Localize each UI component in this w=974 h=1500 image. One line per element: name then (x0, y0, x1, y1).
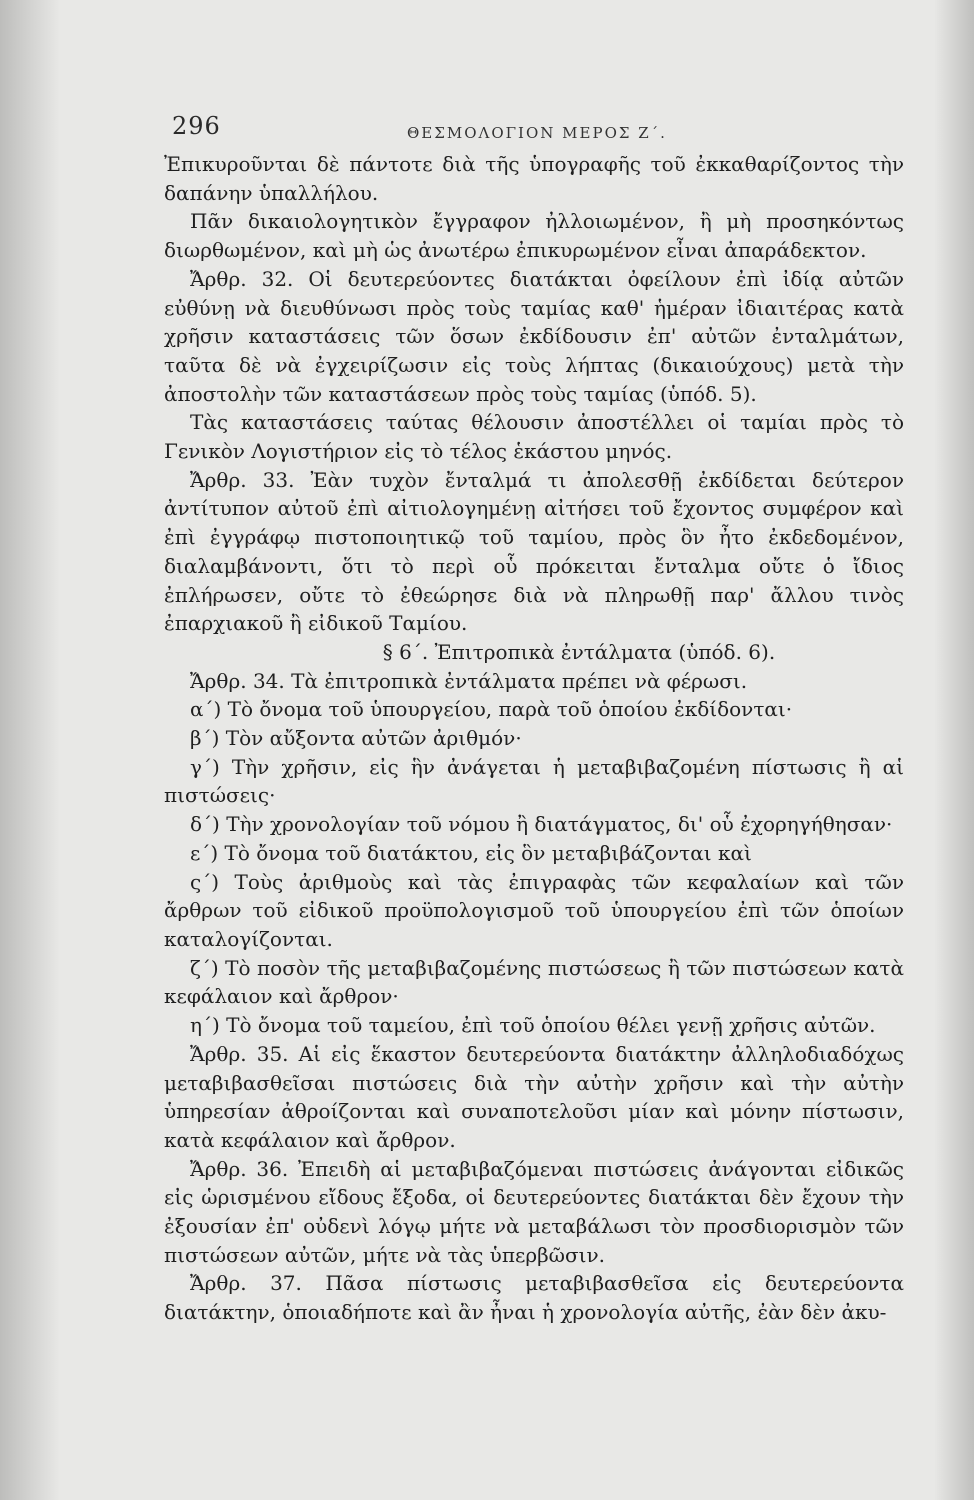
list-item-d: δ΄) Τὴν χρονολογίαν τοῦ νόμου ἢ διατάγματος, δι' οὗ ἐχορηγήθησαν· (190, 812, 893, 837)
article-35: Ἄρθρ. 35. Αἱ εἰς ἕκαστον δευτερεύοντα διατάκτην ἀλληλοδιαδόχως μεταβιβασθεῖσαι πιστώσεις διὰ τὴν αὐτὴν χρῆσιν καὶ τὴν αὐτὴν ὑπηρεσίαν ἀθροίζονται καὶ συναποτελοῦσι μίαν καὶ μόνην πίστωσιν, κατὰ κεφάλαιον καὶ ἄρθρον. (164, 1041, 904, 1152)
paragraph: Πᾶν δικαιολογητικὸν ἔγγραφον ἠλλοιωμένον, ἢ μὴ προσηκόντως διωρθωμένον, καὶ μὴ ὡς ἀνωτέρω ἐπικυρωμένον εἶναι ἀπαράδεκτον. (164, 209, 904, 263)
list-item-c: γ΄) Τὴν χρῆσιν, εἰς ἣν ἀνάγεται ἡ μεταβιβαζομένη πίστωσις ἢ αἱ πιστώσεις· (164, 754, 904, 808)
article-34: Ἄρθρ. 34. Τὰ ἐπιτροπικὰ ἐντάλματα πρέπει νὰ φέρωσι. (190, 668, 748, 693)
page-edge-shadow (934, 0, 974, 1500)
section-heading: § 6΄. Ἐπιτροπικὰ ἐντάλματα (ὑπόδ. 6). (382, 639, 776, 664)
page-number: 296 (172, 112, 221, 140)
list-item-e: ε΄) Τὸ ὄνομα τοῦ διατάκτου, εἰς ὃν μεταβιβάζονται καὶ (190, 840, 752, 865)
body-text (164, 150, 904, 1327)
list-item-f: ς΄) Τοὺς ἀριθμοὺς καὶ τὰς ἐπιγραφὰς τῶν κεφαλαίων καὶ τῶν ἄρθρων τοῦ εἰδικοῦ προϋπολογισμοῦ τοῦ ὑπουργείου ἐπὶ τῶν ὁποίων καταλογίζονται. (164, 869, 904, 951)
article-33: Ἄρθρ. 33. Ἐὰν τυχὸν ἔνταλμά τι ἀπολεσθῇ ἐκδίδεται δεύτερον ἀντίτυπον αὐτοῦ ἐπὶ αἰτιολογημένῃ αἰτήσει τοῦ ἔχοντος συμφέρον καὶ ἐπὶ ἐγγράφῳ πιστοποιητικῷ τοῦ ταμίου, πρὸς ὃν ἦτο ἐκδεδομένον, διαλαμβάνοντι, ὅτι τὸ περὶ οὗ πρόκειται ἔνταλμα οὔτε ὁ ἴδιος ἐπλήρωσεν, οὔτε τὸ ἐθεώρησε διὰ νὰ πληρωθῇ παρ' ἄλλου τινὸς ἐπαρχιακοῦ ἢ εἰδικοῦ Ταμίου. (164, 467, 904, 636)
paragraph: Τὰς καταστάσεις ταύτας θέλουσιν ἀποστέλλει οἱ ταμίαι πρὸς τὸ Γενικὸν Λογιστήριον εἰς τὸ τέλος ἑκάστου μηνός. (164, 410, 904, 464)
list-item-b: β΄) Τὸν αὔξοντα αὐτῶν ἀριθμόν· (190, 726, 522, 751)
page-gutter-shadow (0, 0, 60, 1500)
list-item-a: α΄) Τὸ ὄνομα τοῦ ὑπουργείου, παρὰ τοῦ ὁποίου ἐκδίδονται· (190, 697, 793, 722)
list-item-g: ζ΄) Τὸ ποσὸν τῆς μεταβιβαζομένης πιστώσεως ἢ τῶν πιστώσεων κατὰ κεφάλαιον καὶ ἄρθρον· (164, 955, 904, 1009)
list-item-h: η΄) Τὸ ὄνομα τοῦ ταμείου, ἐπὶ τοῦ ὁποίου θέλει γενῇ χρῆσις αὐτῶν. (190, 1013, 876, 1038)
article-37: Ἄρθρ. 37. Πᾶσα πίστωσις μεταβιβασθεῖσα εἰς δευτερεύοντα διατάκτην, ὁποιαδήποτε καὶ ἂν ἦναι ἡ χρονολογία αὐτῆς, ἐὰν δὲν ἀκυ- (164, 1271, 904, 1325)
paragraph: Ἐπικυροῦνται δὲ πάντοτε διὰ τῆς ὑπογραφῆς τοῦ ἐκκαθαρίζοντος τὴν δαπάνην ὑπαλλήλου. (164, 152, 904, 205)
running-head: ΘΕΣΜΟΛΟΓΙΟΝ ΜΕΡΟΣ Ζ΄. (407, 124, 667, 142)
page-header (172, 112, 892, 152)
article-36: Ἄρθρ. 36. Ἐπειδὴ αἱ μεταβιβαζόμεναι πιστώσεις ἀνάγονται εἰδικῶς εἰς ὡρισμένου εἴδους ἔξοδα, οἱ δευτερεύοντες διατάκται δὲν ἔχουν τὴν ἐξουσίαν ἐπ' οὐδενὶ λόγῳ μήτε νὰ μεταβάλωσι τὸν προσδιορισμὸν τῶν πιστώσεων αὐτῶν, μήτε νὰ τὰς ὑπερβῶσιν. (164, 1156, 904, 1267)
article-32: Ἄρθρ. 32. Οἱ δευτερεύοντες διατάκται ὀφείλουν ἐπὶ ἰδίᾳ αὐτῶν εὐθύνῃ νὰ διευθύνωσι πρὸς τοὺς ταμίας καθ' ἡμέραν ἰδιαιτέρας κατὰ χρῆσιν καταστάσεις τῶν ὅσων ἐκδίδουσιν ἐπ' αὐτῶν ἐνταλμάτων, ταῦτα δὲ νὰ ἐγχειρίζωσιν εἰς τοὺς λήπτας (δικαιούχους) μετὰ τὴν ἀποστολὴν τῶν καταστάσεων πρὸς τοὺς ταμίας (ὑπόδ. 5). (164, 266, 904, 406)
